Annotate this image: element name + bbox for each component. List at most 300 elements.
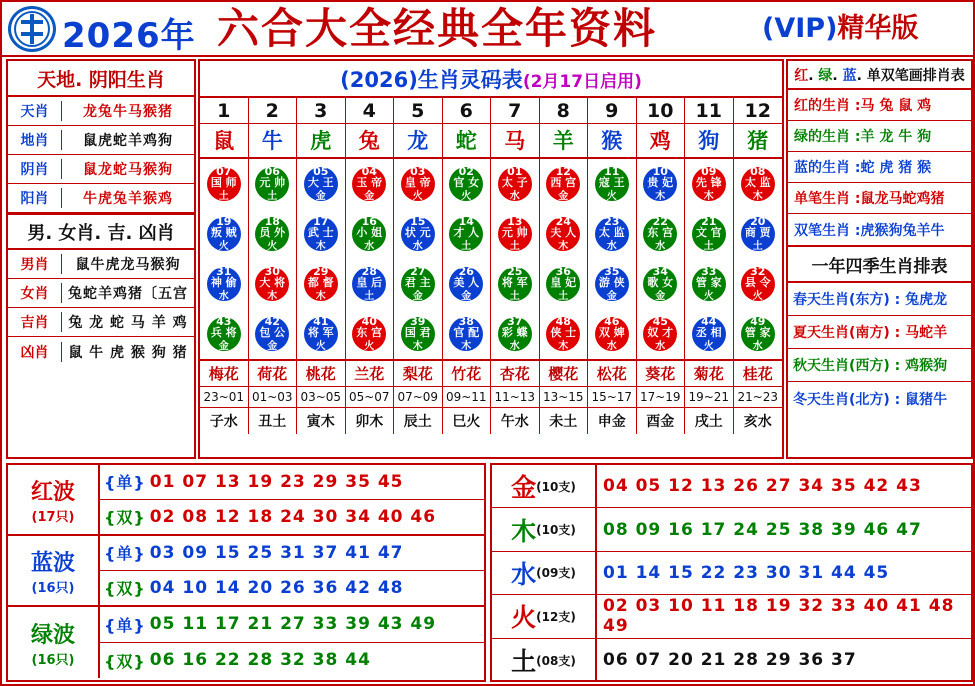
left-panel-title-2: 男. 女肖. 吉. 凶肖 (8, 215, 194, 250)
ball-cell[interactable] (443, 259, 492, 309)
ball-number: 15 (410, 215, 426, 228)
ball-element: 木 (558, 341, 569, 352)
ball-cell[interactable] (200, 159, 249, 209)
ball-element: 水 (606, 341, 617, 352)
ball-element: 木 (558, 241, 569, 252)
ball-number: 32 (750, 265, 766, 278)
element-cell: 丑土 (249, 408, 298, 434)
ball-number: 49 (750, 315, 766, 328)
flower-cell: 樱花 (540, 361, 589, 386)
season-row: 春天生肖(东方) : 兔虎龙 (788, 283, 971, 316)
ball-element: 火 (315, 341, 326, 352)
ball-title: 文 官 (695, 226, 722, 239)
season-row: 冬天生肖(北方) : 鼠猪牛 (793, 391, 948, 408)
ball-number: 17 (313, 215, 329, 228)
ball-element: 水 (509, 191, 520, 202)
vip-suffix: 精华版 (837, 13, 919, 44)
number-ball[interactable] (643, 317, 677, 351)
element-cell: 申金 (588, 408, 637, 434)
element-name-cell (492, 552, 597, 594)
number-ball[interactable] (546, 317, 580, 351)
element-glyph: 土 (511, 647, 537, 677)
ball-element: 火 (218, 241, 229, 252)
ball-title: 都 督 (307, 276, 334, 289)
flower-cell: 葵花 (637, 361, 686, 386)
color-stroke-panel (786, 59, 973, 459)
element-glyph: 木 (511, 516, 537, 546)
col-number: 4 (346, 98, 395, 124)
ball-title: 皇 帝 (404, 176, 431, 189)
number-ball[interactable] (692, 167, 726, 201)
ball-element: 土 (509, 291, 520, 302)
number-ball[interactable] (401, 217, 435, 251)
ball-title: 东 宫 (647, 226, 674, 239)
hour-cell: 07~09 (394, 387, 443, 407)
zodiac-cell: 羊 (540, 124, 589, 159)
ball-title: 寇 王 (598, 176, 625, 189)
flower-cell: 杏花 (491, 361, 540, 386)
ball-element: 火 (703, 341, 714, 352)
number-ball[interactable] (207, 267, 241, 301)
ball-title: 员 外 (259, 226, 286, 239)
color-rows (788, 90, 971, 245)
number-ball[interactable] (595, 317, 629, 351)
ball-cell[interactable] (734, 309, 783, 359)
element-values: 08 09 16 17 24 25 38 39 46 47 (603, 519, 922, 540)
ball-cell[interactable] (249, 209, 298, 259)
ball-title: 夫 人 (550, 226, 577, 239)
ball-title: 太 监 (598, 226, 625, 239)
element-list-row (492, 639, 971, 682)
number-ball[interactable] (643, 167, 677, 201)
ball-cell[interactable] (443, 309, 492, 359)
table-row (8, 155, 194, 184)
ball-element: 水 (606, 241, 617, 252)
ball-cell[interactable] (491, 209, 540, 259)
ball-title: 官 女 (453, 176, 480, 189)
table-row (8, 250, 194, 279)
ball-number: 33 (701, 265, 717, 278)
ball-number: 02 (458, 165, 474, 178)
ball-cell[interactable] (200, 309, 249, 359)
ball-number: 36 (555, 265, 571, 278)
element-values: 04 05 12 13 26 27 34 35 42 43 (603, 476, 922, 497)
ball-cell[interactable] (685, 309, 734, 359)
flower-cell: 桂花 (742, 365, 773, 383)
element-glyph: 水 (511, 559, 537, 589)
ball-cell[interactable] (685, 259, 734, 309)
number-ball[interactable] (741, 217, 775, 251)
number-ball[interactable] (352, 317, 386, 351)
color-stroke-row: 红的生肖 :马 兔 鼠 鸡 (788, 90, 971, 121)
wave-count: (16只) (31, 580, 75, 596)
number-ball[interactable] (643, 217, 677, 251)
element-cell: 辰土 (394, 408, 443, 434)
ball-cell[interactable] (297, 309, 346, 359)
ball-title: 大 王 (307, 176, 334, 189)
ball-element: 金 (267, 341, 278, 352)
ball-cell[interactable] (200, 259, 249, 309)
ball-number: 37 (507, 315, 523, 328)
number-ball[interactable] (546, 217, 580, 251)
ball-cell[interactable] (540, 159, 589, 209)
number-ball[interactable] (595, 167, 629, 201)
ball-number: 24 (555, 215, 571, 228)
ball-element: 土 (461, 241, 472, 252)
ball-cell[interactable] (637, 259, 686, 309)
wave-count: (17只) (31, 509, 75, 525)
element-cell: 寅木 (297, 408, 346, 434)
wave-values (100, 607, 484, 678)
row-value: 兔蛇羊鸡猪〔五宫 (68, 286, 188, 302)
number-ball[interactable] (643, 267, 677, 301)
number-ball[interactable] (498, 267, 532, 301)
ball-row (200, 159, 782, 209)
ball-element: 金 (655, 291, 666, 302)
ball-number: 48 (555, 315, 571, 328)
flower-cell: 荷花 (249, 361, 298, 386)
ball-cell[interactable] (540, 259, 589, 309)
ball-cell[interactable] (249, 159, 298, 209)
wave-row (8, 536, 484, 607)
odd-tag: {单} (104, 544, 146, 564)
ball-cell[interactable] (734, 159, 783, 209)
ball-cell[interactable] (297, 159, 346, 209)
wave-count: (16只) (31, 652, 75, 668)
flower-cell: 松花 (588, 361, 637, 386)
ball-title: 状 元 (404, 226, 431, 239)
row-value: 鼠龙蛇马猴狗 (83, 162, 173, 178)
number-ball[interactable] (255, 317, 289, 351)
ball-cell[interactable] (394, 259, 443, 309)
ball-cell[interactable] (346, 159, 395, 209)
number-ball[interactable] (595, 217, 629, 251)
table-row (8, 126, 194, 155)
hour-cell: 03~05 (297, 387, 346, 407)
number-ball[interactable] (449, 217, 483, 251)
hour-cell: 11~13 (491, 387, 540, 407)
element-count: (08支) (536, 653, 576, 668)
ball-title: 兵 将 (210, 326, 237, 339)
ball-number: 28 (361, 265, 377, 278)
vip-badge (762, 10, 918, 48)
zodiac-cell: 狗 (685, 124, 734, 159)
ball-cell[interactable] (346, 309, 395, 359)
year-label: 2026年 (62, 16, 196, 56)
ball-title: 侠 士 (550, 326, 577, 339)
ball-element: 火 (752, 291, 763, 302)
ball-title: 包 公 (259, 326, 286, 339)
number-ball[interactable] (401, 167, 435, 201)
ball-cell[interactable] (394, 309, 443, 359)
wave-name: 红波 (30, 479, 75, 505)
ball-cell[interactable] (685, 159, 734, 209)
table-row (8, 337, 194, 366)
zodiac-cell: 马 (491, 124, 540, 159)
vip-prefix: (VIP) (762, 13, 838, 44)
col-number: 8 (540, 98, 589, 124)
ball-grid (200, 159, 782, 359)
ball-element: 土 (703, 241, 714, 252)
number-ball[interactable] (207, 217, 241, 251)
hour-cell: 05~07 (346, 387, 395, 407)
ball-element: 金 (412, 291, 423, 302)
ball-cell[interactable] (685, 209, 734, 259)
column-numbers-row (200, 98, 782, 124)
header (2, 2, 973, 57)
col-number: 6 (443, 98, 492, 124)
ball-cell[interactable] (540, 309, 589, 359)
zodiac-cell: 牛 (249, 124, 298, 159)
ball-cell[interactable] (734, 209, 783, 259)
ball-number: 41 (313, 315, 329, 328)
ball-cell[interactable] (637, 309, 686, 359)
color-stroke-row: 双笔生肖 :虎猴狗兔羊牛 (794, 222, 945, 239)
row-value: 鼠 牛 虎 猴 狗 猪 (68, 344, 188, 361)
col-number: 3 (297, 98, 346, 124)
ball-title: 管 家 (695, 276, 722, 289)
ball-title: 官 配 (453, 326, 480, 339)
ball-element: 木 (655, 191, 666, 202)
row-key: 地肖 (8, 130, 62, 150)
element-name-cell (492, 465, 597, 507)
ball-element: 土 (364, 291, 375, 302)
zodiac-cell: 蛇 (443, 124, 492, 159)
hour-cell: 21~23 (737, 390, 779, 404)
ball-title: 双 婢 (598, 326, 625, 339)
odd-values: 03 09 15 25 31 37 41 47 (149, 542, 404, 563)
row-key: 男肖 (8, 254, 62, 274)
odd-values: 01 07 13 19 23 29 35 45 (149, 471, 404, 492)
table-row (8, 279, 194, 308)
number-ball[interactable] (401, 317, 435, 351)
odd-values: 05 11 17 21 27 33 39 43 49 (149, 614, 437, 635)
ball-cell[interactable] (637, 159, 686, 209)
ball-element: 火 (461, 191, 472, 202)
ball-cell[interactable] (588, 159, 637, 209)
ball-cell[interactable] (346, 209, 395, 259)
ball-cell[interactable] (249, 309, 298, 359)
page-title: 六合大全经典全年资料 (217, 4, 658, 53)
zodiac-cell: 鸡 (637, 124, 686, 159)
ball-cell[interactable] (734, 259, 783, 309)
ball-title: 歌 女 (647, 276, 674, 289)
ball-title: 县 令 (744, 276, 771, 289)
ball-cell[interactable] (346, 259, 395, 309)
element-name-cell (492, 508, 597, 550)
number-ball[interactable] (595, 267, 629, 301)
even-values: 06 16 22 28 32 38 44 (149, 650, 371, 671)
ball-number: 38 (458, 315, 474, 328)
ball-cell[interactable] (394, 209, 443, 259)
element-cell: 午水 (491, 408, 540, 434)
ball-element: 木 (461, 341, 472, 352)
hour-cell: 13~15 (540, 387, 589, 407)
ball-cell[interactable] (588, 209, 637, 259)
number-ball[interactable] (207, 167, 241, 201)
zodiac-code-table (198, 59, 784, 459)
ball-element: 木 (752, 191, 763, 202)
ball-cell[interactable] (200, 209, 249, 259)
ball-element: 金 (558, 191, 569, 202)
ball-title: 将 军 (307, 326, 334, 339)
ball-element: 金 (461, 291, 472, 302)
ball-cell[interactable] (491, 259, 540, 309)
ball-cell[interactable] (637, 209, 686, 259)
center-title-note: (2月17日启用) (522, 72, 642, 92)
hour-cell: 23~01 (200, 387, 249, 407)
ball-title: 商 贾 (744, 226, 771, 239)
element-cell: 亥水 (743, 414, 772, 430)
number-ball[interactable] (352, 167, 386, 201)
row-key: 阳肖 (8, 188, 62, 208)
ball-cell[interactable] (588, 309, 637, 359)
number-ball[interactable] (741, 167, 775, 201)
wave-label (8, 607, 100, 678)
ball-element: 木 (703, 191, 714, 202)
ball-number: 26 (458, 265, 474, 278)
ball-number: 18 (264, 215, 280, 228)
ball-element: 水 (509, 341, 520, 352)
ball-number: 16 (361, 215, 377, 228)
row-key: 女肖 (8, 283, 62, 303)
element-values: 01 14 15 22 23 30 31 44 45 (603, 562, 890, 583)
ball-element: 土 (752, 241, 763, 252)
wave-even-row (100, 571, 484, 606)
ball-title: 太 子 (501, 176, 528, 189)
hour-cell: 01~03 (249, 387, 298, 407)
flower-cell: 菊花 (685, 361, 734, 386)
ball-cell[interactable] (540, 209, 589, 259)
ball-element: 火 (412, 191, 423, 202)
number-ball[interactable] (498, 317, 532, 351)
season-panel-title: 一年四季生肖排表 (788, 245, 971, 283)
ball-cell[interactable] (588, 259, 637, 309)
ball-element: 水 (655, 241, 666, 252)
ball-cell[interactable] (443, 159, 492, 209)
ball-cell[interactable] (297, 209, 346, 259)
ball-cell[interactable] (443, 209, 492, 259)
ball-title: 皇 妃 (550, 276, 577, 289)
element-count: (10支) (536, 523, 576, 538)
number-ball[interactable] (304, 267, 338, 301)
ball-number: 30 (264, 265, 280, 278)
number-ball[interactable] (449, 167, 483, 201)
number-ball[interactable] (304, 317, 338, 351)
number-ball[interactable] (546, 167, 580, 201)
number-ball[interactable] (741, 267, 775, 301)
ball-cell[interactable] (394, 159, 443, 209)
hours-row (200, 386, 782, 407)
even-tag: {双} (104, 579, 146, 599)
left-panel-title: 天地. 阴阳生肖 (8, 61, 194, 97)
ball-title: 君 主 (404, 276, 431, 289)
number-ball[interactable] (304, 167, 338, 201)
number-ball[interactable] (255, 217, 289, 251)
ball-cell[interactable] (491, 159, 540, 209)
wave-odd-row (100, 536, 484, 571)
number-ball[interactable] (449, 267, 483, 301)
ball-row (200, 309, 782, 359)
number-ball[interactable] (692, 317, 726, 351)
col-number: 7 (491, 98, 540, 124)
row-value: 牛虎兔羊猴鸡 (83, 191, 173, 207)
ball-cell[interactable] (491, 309, 540, 359)
ball-number: 22 (652, 215, 668, 228)
even-tag: {双} (104, 508, 146, 528)
ball-element: 火 (364, 341, 375, 352)
element-list-row (492, 465, 971, 508)
number-ball[interactable] (449, 317, 483, 351)
ball-number: 20 (750, 215, 766, 228)
ball-element: 水 (752, 341, 763, 352)
number-ball[interactable] (255, 167, 289, 201)
number-ball[interactable] (352, 267, 386, 301)
number-ball[interactable] (741, 317, 775, 351)
wave-odd-row (100, 607, 484, 643)
ball-number: 43 (216, 315, 232, 328)
number-ball[interactable] (692, 217, 726, 251)
hour-cell: 19~21 (685, 387, 734, 407)
number-ball[interactable] (692, 267, 726, 301)
odd-tag: {单} (104, 615, 146, 635)
col-number: 2 (249, 98, 298, 124)
center-title (200, 61, 782, 98)
ball-cell[interactable] (297, 259, 346, 309)
number-ball[interactable] (498, 217, 532, 251)
row-key: 阴肖 (8, 159, 62, 179)
ball-number: 12 (555, 165, 571, 178)
number-ball[interactable] (352, 217, 386, 251)
ball-title: 神 偷 (210, 276, 237, 289)
flower-cell: 梅花 (200, 361, 249, 386)
season-row: 夏天生肖(南方) : 马蛇羊 (788, 316, 971, 349)
logo-icon (8, 6, 56, 52)
number-ball[interactable] (401, 267, 435, 301)
row-value: 鼠牛虎龙马猴狗 (75, 257, 181, 273)
ball-number: 11 (604, 165, 620, 178)
ball-element: 火 (606, 191, 617, 202)
number-ball[interactable] (207, 317, 241, 351)
ball-title: 美 人 (453, 276, 480, 289)
ball-element: 金 (315, 191, 326, 202)
element-list-row (492, 508, 971, 551)
ball-number: 08 (750, 165, 766, 178)
row-key: 天肖 (8, 101, 62, 121)
number-ball[interactable] (498, 167, 532, 201)
wave-row (8, 465, 484, 536)
ball-element: 土 (267, 191, 278, 202)
element-count: (12支) (536, 609, 576, 624)
hour-cell: 09~11 (443, 387, 492, 407)
ball-title: 丞 相 (695, 326, 722, 339)
ball-element: 金 (364, 191, 375, 202)
hour-cell: 15~17 (588, 387, 637, 407)
ball-title: 东 宫 (356, 326, 383, 339)
ball-title: 元 帅 (501, 226, 528, 239)
ball-cell[interactable] (249, 259, 298, 309)
ball-number: 05 (313, 165, 329, 178)
ball-element: 水 (655, 341, 666, 352)
number-ball[interactable] (255, 267, 289, 301)
number-ball[interactable] (304, 217, 338, 251)
col-number: 12 (734, 98, 783, 124)
number-ball[interactable] (546, 267, 580, 301)
flower-cell: 兰花 (346, 361, 395, 386)
ball-number: 03 (410, 165, 426, 178)
ball-title: 国 师 (210, 176, 237, 189)
row-value: 龙兔牛马猴猪 (83, 104, 173, 120)
